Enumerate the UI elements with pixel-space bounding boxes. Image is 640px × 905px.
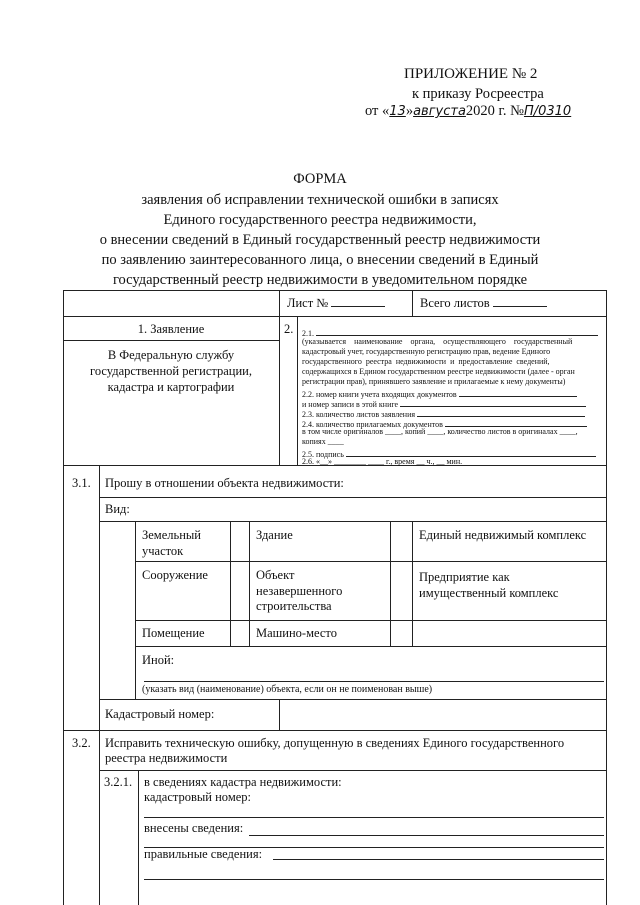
section-2-number: 2. <box>284 322 294 336</box>
recipient-line-3: кадастра и картографии <box>107 380 235 394</box>
type-premises[interactable]: Помещение <box>142 626 205 640</box>
field-2-1-note-1: (указывается наименование органа, осуществляющего государственный <box>302 337 573 346</box>
form-title-line-4: по заявлению заинтересованного лица, о внесении сведений в Единый <box>101 252 539 268</box>
field-2-2-book-label: 2.2. номер книги учета входящих документов <box>302 390 457 399</box>
field-2-4-label: 2.4. количество прилагаемых документов <box>302 420 443 429</box>
section-3-2-number: 3.2. <box>72 736 91 750</box>
cad-number-label: кадастровый номер: <box>144 790 252 804</box>
field-2-2-record-label: и номер записи в этой книге <box>302 400 399 409</box>
type-unfinished-line-2: незавершенного <box>256 583 343 598</box>
type-parking-space[interactable]: Машино-место <box>256 626 337 640</box>
type-other[interactable]: Иной: <box>142 653 175 667</box>
entered-info-label: внесены сведения: <box>144 821 244 835</box>
cadastral-number-input[interactable] <box>281 701 605 729</box>
section-3-1-number: 3.1. <box>72 476 91 490</box>
type-structure[interactable]: Сооружение <box>142 568 208 582</box>
section-3-2-1-number: 3.2.1. <box>104 775 133 789</box>
form-title-line-5: государственный реестр недвижимости в уведомительном порядке <box>112 272 528 288</box>
form-title-line-1: заявления об исправлении технической ошибки в записях <box>141 192 499 208</box>
field-2-1-note-5: регистрации прав), принявшего заявление и прилагаемые к нему документы) <box>302 377 566 386</box>
date-day: 13 <box>389 104 406 119</box>
total-sheets-label: Всего листов <box>420 296 490 310</box>
section-3-2-label-line-1: Исправить техническую ошибку, допущенную в сведениях Единого государственного <box>105 736 565 750</box>
field-2-1-note-3: государственного реестра недвижимости и предоставление сведений, <box>302 357 550 366</box>
cadastral-number-label: Кадастровый номер: <box>105 707 215 721</box>
field-2-5-label: 2.5. подпись <box>302 450 344 459</box>
type-unfinished-line-3: строительства <box>256 599 332 613</box>
order-date-line <box>365 103 571 120</box>
field-2-1-label: 2.1. <box>302 329 314 338</box>
field-2-3-label: 2.3. количество листов заявления <box>302 410 416 419</box>
type-unfinished-construction[interactable] <box>256 568 342 615</box>
date-year: 2020 г. № <box>465 103 524 119</box>
type-unfinished-line-1: Объект <box>256 568 295 582</box>
type-land[interactable] <box>142 528 201 559</box>
section-3-2-label-line-2: реестра недвижимости <box>105 751 228 765</box>
form-heading: ФОРМА <box>293 171 347 187</box>
type-building[interactable]: Здание <box>256 528 293 542</box>
recipient-line-2: государственной регистрации, <box>90 364 252 378</box>
form-title-line-2: Единого государственного реестра недвижимости, <box>163 212 477 228</box>
correct-info-label: правильные сведения: <box>144 847 263 861</box>
total-sheets-field[interactable] <box>420 296 547 312</box>
date-number: П/0310 <box>523 104 572 119</box>
field-2-1-note-2: кадастровый учет, государственную регистрацию прав, ведение Единого <box>302 347 551 356</box>
type-other-note: (указать вид (наименование) объекта, если он не поименован выше) <box>142 684 433 695</box>
type-enterprise-line-1: Предприятие как <box>419 570 510 584</box>
sheet-number-field[interactable] <box>287 296 385 312</box>
date-month: августа <box>413 104 466 119</box>
statement-label: 1. Заявление <box>137 322 205 336</box>
type-land-line-1: Земельный <box>142 528 201 542</box>
sheet-number-label: Лист № <box>287 296 329 310</box>
field-2-4-copies[interactable]: копиях ____ <box>302 437 344 446</box>
field-2-1-note-4: содержащихся в Едином государственном реестре недвижимости (далее - орган <box>302 367 575 376</box>
type-single-complex[interactable]: Единый недвижимый комплекс <box>419 528 587 542</box>
field-2-4-originals[interactable]: в том числе оригиналов ____, копий ____, количество листов в оригиналах ____, <box>302 427 578 436</box>
object-type-label: Вид: <box>105 502 130 516</box>
section-3-2-1-label: в сведениях кадастра недвижимости: <box>144 775 342 789</box>
type-enterprise[interactable] <box>419 570 558 601</box>
recipient-line-1: В Федеральную службу <box>107 348 235 362</box>
type-enterprise-line-2: имущественный комплекс <box>419 585 559 600</box>
form-title-line-3: о внесении сведений в Единый государственный реестр недвижимости <box>99 232 541 248</box>
date-mid: » <box>405 103 414 119</box>
field-2-6[interactable]: 2.6. «__» ________ ____ г., время __ ч., __ мин. <box>302 457 463 466</box>
section-3-1-label: Прошу в отношении объекта недвижимости: <box>105 476 344 490</box>
type-land-line-2: участок <box>142 543 184 558</box>
appendix-label: ПРИЛОЖЕНИЕ № 2 <box>404 66 538 82</box>
order-label: к приказу Росреестра <box>412 86 544 102</box>
date-prefix: от « <box>365 103 390 119</box>
